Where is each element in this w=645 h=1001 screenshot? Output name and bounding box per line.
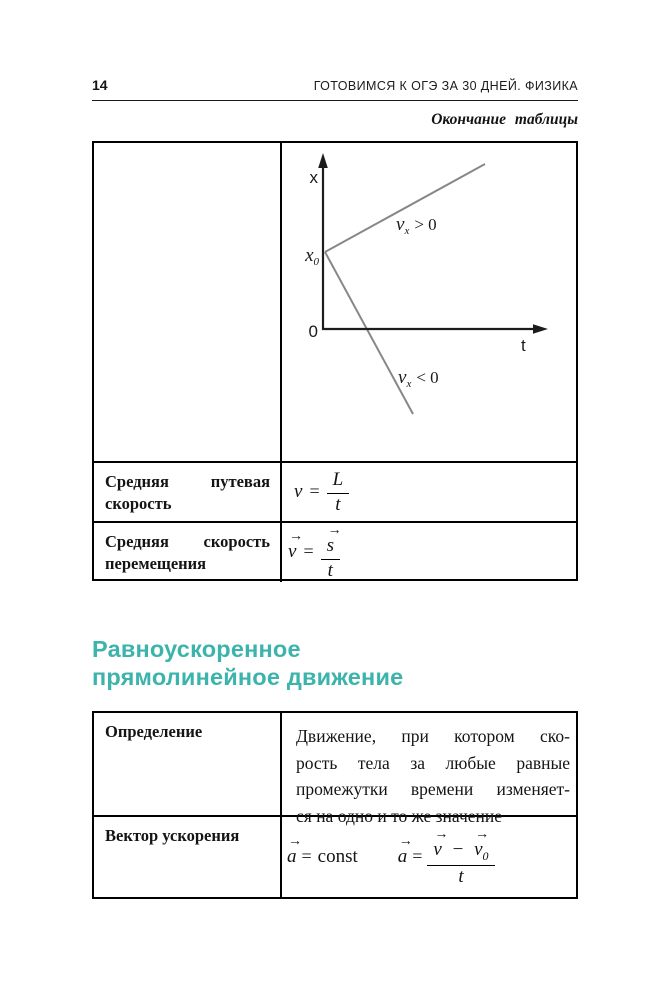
definition-line: ся на одно и то же значение (296, 805, 503, 826)
var-t: t (335, 493, 341, 515)
row-label-average-path-speed: Средняя путевая скорость (94, 463, 282, 521)
formula-average-velocity (282, 523, 576, 582)
header-title: ГОТОВИМСЯ К ОГЭ ЗА 30 ДНЕЙ. ФИЗИКА (313, 79, 578, 93)
vector-a: → a (397, 833, 413, 867)
row-label-average-velocity: Средняя скорость перемещения (94, 523, 282, 582)
line-vx-negative (325, 252, 413, 414)
table-row (94, 521, 576, 579)
y-intercept-label: $x_0$ (305, 245, 319, 268)
table-continuation-note: Окончание таблицы (431, 111, 578, 128)
t-axis-arrow-icon (533, 324, 548, 334)
section-heading (92, 635, 578, 691)
table-row (94, 461, 576, 521)
equals-sign: = (303, 541, 314, 562)
equals-sign: = (412, 846, 423, 867)
minus-sign: − (452, 838, 464, 860)
uniform-acceleration-table (92, 711, 578, 899)
var-L: L (332, 468, 344, 490)
table-row (94, 815, 576, 897)
graph-row-left-cell (94, 143, 282, 461)
vector-arrow-icon: → (288, 833, 302, 849)
page-content (92, 0, 578, 899)
vector-s: → s (326, 523, 342, 556)
vector-v: → v (433, 826, 449, 860)
var-t: t (458, 865, 464, 887)
y-axis-label: x (309, 168, 318, 187)
vector-arrow-icon: → (434, 826, 449, 842)
line-vx-positive (325, 164, 485, 252)
subscript-zero: 0 (482, 848, 489, 863)
vector-v: → v (288, 528, 303, 562)
page-number: 14 (92, 77, 108, 93)
definition-text (282, 713, 576, 829)
vx-positive-label: $v_x > 0$ (396, 214, 437, 237)
vector-arrow-icon: → (475, 826, 490, 842)
equals-sign: = (301, 846, 312, 867)
vx-negative-label: $v_x < 0$ (398, 367, 439, 390)
vector-v0: → $v_0$ (474, 826, 490, 863)
fraction (321, 523, 340, 582)
y-axis-arrow-icon (318, 153, 328, 168)
kinematics-table (92, 141, 578, 581)
const-text: const (317, 845, 358, 867)
table-row (94, 143, 576, 461)
var-v: v (294, 480, 303, 502)
definition-line: Движение, при котором ско- (296, 726, 570, 746)
formula-a-const (287, 833, 358, 868)
t-axis-label: t (521, 336, 526, 355)
position-time-graph-svg (282, 143, 574, 459)
var-t: t (327, 559, 333, 581)
page-header (92, 77, 578, 101)
fraction (327, 469, 350, 516)
position-time-graph (282, 143, 576, 461)
section-heading-line1: Равноускоренное (92, 636, 301, 662)
definition-line: рость тела за любые равные (296, 752, 570, 773)
origin-label: 0 (308, 322, 318, 341)
vector-arrow-icon: → (289, 528, 303, 544)
formula-average-path-speed (282, 463, 576, 521)
equals-sign: = (309, 481, 320, 502)
acceleration-formulas (282, 817, 576, 897)
definition-line: промежутки времени изменяет- (296, 779, 570, 799)
section-heading-line2: прямолинейное движение (92, 664, 404, 690)
vector-arrow-icon: → (398, 833, 413, 849)
row-label-definition: Определение (94, 713, 282, 829)
fraction (427, 827, 494, 888)
vector-arrow-icon: → (327, 523, 342, 538)
vector-a: → a (287, 833, 302, 867)
row-label-acceleration-vector: Вектор ускорения (94, 817, 282, 897)
formula-a-delta-v (398, 827, 495, 888)
table-row (94, 713, 576, 826)
